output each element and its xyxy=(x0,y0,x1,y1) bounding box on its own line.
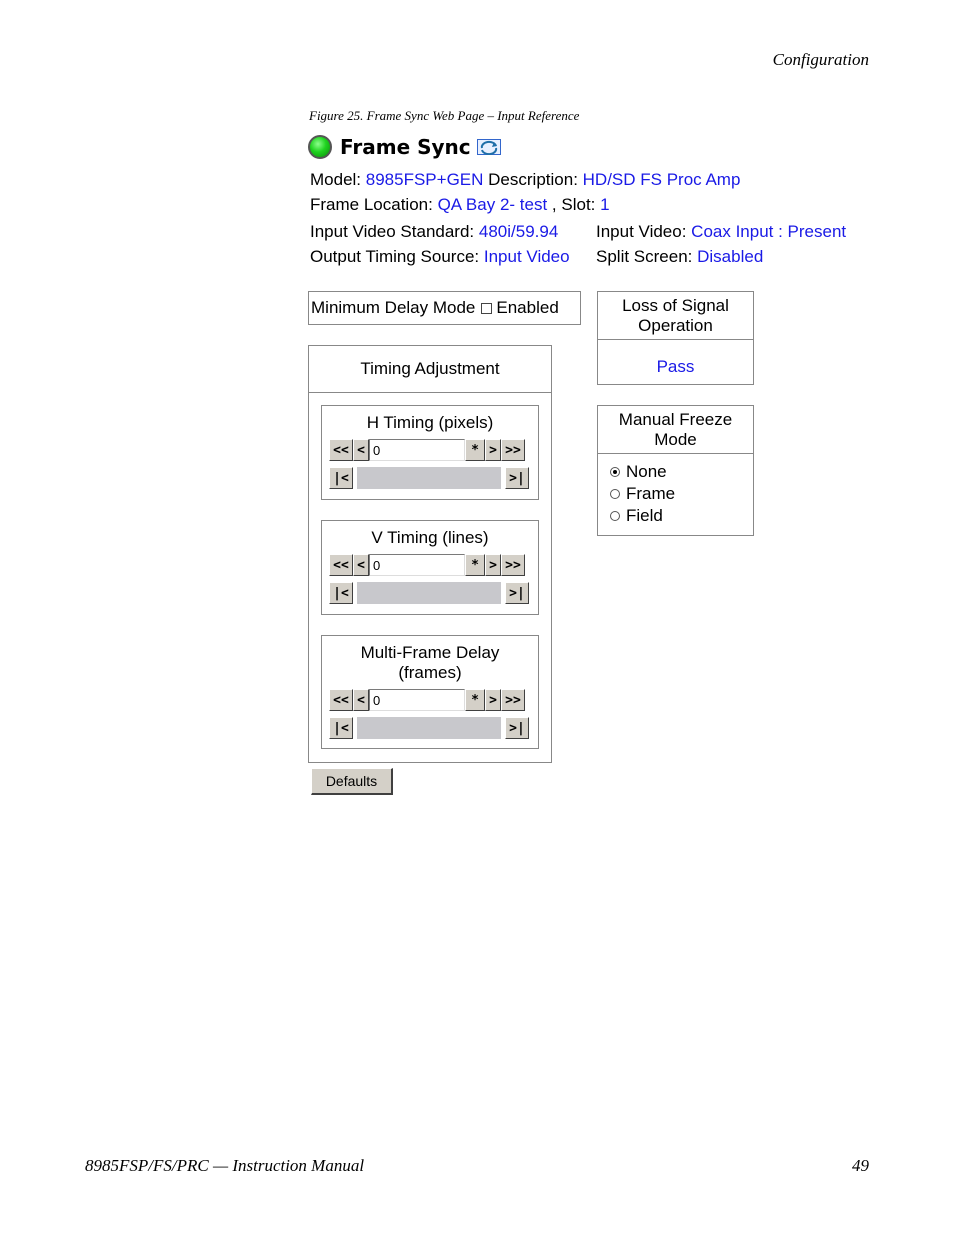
v-timing-fast-forward-button[interactable]: >> xyxy=(501,554,525,576)
multi-frame-delay-control xyxy=(321,635,539,749)
multi-frame-delay-max-button[interactable]: >| xyxy=(505,717,529,739)
v-timing-max-button[interactable]: >| xyxy=(505,582,529,604)
h-timing-slider-track[interactable] xyxy=(357,467,501,489)
app-title-row xyxy=(308,132,501,162)
multi-frame-delay-min-button[interactable]: |< xyxy=(329,717,353,739)
multi-frame-delay-fast-forward-button[interactable]: >> xyxy=(501,689,525,711)
multi-frame-delay-title: Multi-Frame Delay (frames) xyxy=(360,643,500,682)
loss-of-signal-panel xyxy=(597,291,754,385)
multi-frame-delay-forward-button[interactable]: > xyxy=(485,689,501,711)
input-video-standard-value[interactable]: 480i/59.94 xyxy=(478,222,559,241)
loss-of-signal-title: Loss of Signal Operation xyxy=(622,295,729,335)
h-timing-reset-button[interactable]: * xyxy=(465,439,485,461)
h-timing-fast-forward-button[interactable]: >> xyxy=(501,439,525,461)
output-timing-source-line: Output Timing Source: Input Video xyxy=(310,247,570,266)
input-video-standard-line: Input Video Standard: 480i/59.94 xyxy=(310,222,559,241)
freeze-option-frame[interactable]: Frame xyxy=(610,483,675,505)
radio-icon[interactable] xyxy=(610,511,620,521)
manual-freeze-panel xyxy=(597,405,754,536)
page-header: Configuration xyxy=(772,50,869,69)
h-timing-fast-back-button[interactable]: << xyxy=(329,439,353,461)
frame-location-value[interactable]: QA Bay 2- test xyxy=(437,195,548,214)
v-timing-slider-track[interactable] xyxy=(357,582,501,604)
split-screen-value[interactable]: Disabled xyxy=(697,247,764,266)
refresh-icon[interactable] xyxy=(477,139,501,155)
v-timing-min-button[interactable]: |< xyxy=(329,582,353,604)
radio-icon[interactable] xyxy=(610,489,620,499)
output-timing-source-value[interactable]: Input Video xyxy=(483,247,570,266)
footer-page-number: 49 xyxy=(852,1156,869,1175)
loss-of-signal-value[interactable]: Pass xyxy=(656,357,695,376)
input-video-value[interactable]: Coax Input : Present xyxy=(691,222,847,241)
multi-frame-delay-fast-back-button[interactable]: << xyxy=(329,689,353,711)
model-value: 8985FSP+GEN xyxy=(365,170,484,189)
h-timing-max-button[interactable]: >| xyxy=(505,467,529,489)
h-timing-input[interactable]: 0 xyxy=(369,439,465,461)
minimum-delay-enabled-checkbox[interactable] xyxy=(481,303,492,314)
multi-frame-delay-slider-track[interactable] xyxy=(357,717,501,739)
status-led-icon xyxy=(308,135,332,159)
freeze-option-field[interactable]: Field xyxy=(610,505,675,527)
v-timing-forward-button[interactable]: > xyxy=(485,554,501,576)
minimum-delay-mode-box xyxy=(308,291,581,325)
defaults-button[interactable]: Defaults xyxy=(311,768,393,795)
frame-location-line: Frame Location: QA Bay 2- test , Slot: 1 xyxy=(310,195,610,214)
radio-selected-icon[interactable] xyxy=(610,467,620,477)
freeze-option-none[interactable]: None xyxy=(610,461,675,483)
multi-frame-delay-input[interactable]: 0 xyxy=(369,689,465,711)
figure-caption: Figure 25. Frame Sync Web Page – Input Reference xyxy=(309,108,580,123)
model-line: Model: 8985FSP+GEN Description: HD/SD FS Proc Amp xyxy=(310,170,741,189)
minimum-delay-enabled-label: Enabled xyxy=(496,298,559,317)
v-timing-fast-back-button[interactable]: << xyxy=(329,554,353,576)
h-timing-title: H Timing (pixels) xyxy=(366,413,494,432)
v-timing-input[interactable]: 0 xyxy=(369,554,465,576)
input-video-line: Input Video: Coax Input : Present xyxy=(596,222,847,241)
manual-freeze-title: Manual Freeze Mode xyxy=(618,409,733,449)
v-timing-reset-button[interactable]: * xyxy=(465,554,485,576)
minimum-delay-mode-label: Minimum Delay Mode xyxy=(311,298,476,317)
slot-value: 1 xyxy=(600,195,610,214)
timing-adjustment-title: Timing Adjustment xyxy=(360,359,500,378)
v-timing-title: V Timing (lines) xyxy=(371,528,489,547)
h-timing-min-button[interactable]: |< xyxy=(329,467,353,489)
h-timing-back-button[interactable]: < xyxy=(353,439,369,461)
h-timing-control xyxy=(321,405,539,500)
v-timing-back-button[interactable]: < xyxy=(353,554,369,576)
multi-frame-delay-reset-button[interactable]: * xyxy=(465,689,485,711)
footer-manual-title: 8985FSP/FS/PRC — Instruction Manual xyxy=(85,1156,365,1175)
h-timing-forward-button[interactable]: > xyxy=(485,439,501,461)
description-value: HD/SD FS Proc Amp xyxy=(582,170,741,189)
v-timing-control xyxy=(321,520,539,615)
split-screen-line: Split Screen: Disabled xyxy=(596,247,764,266)
app-title: Frame Sync xyxy=(340,135,471,159)
multi-frame-delay-back-button[interactable]: < xyxy=(353,689,369,711)
